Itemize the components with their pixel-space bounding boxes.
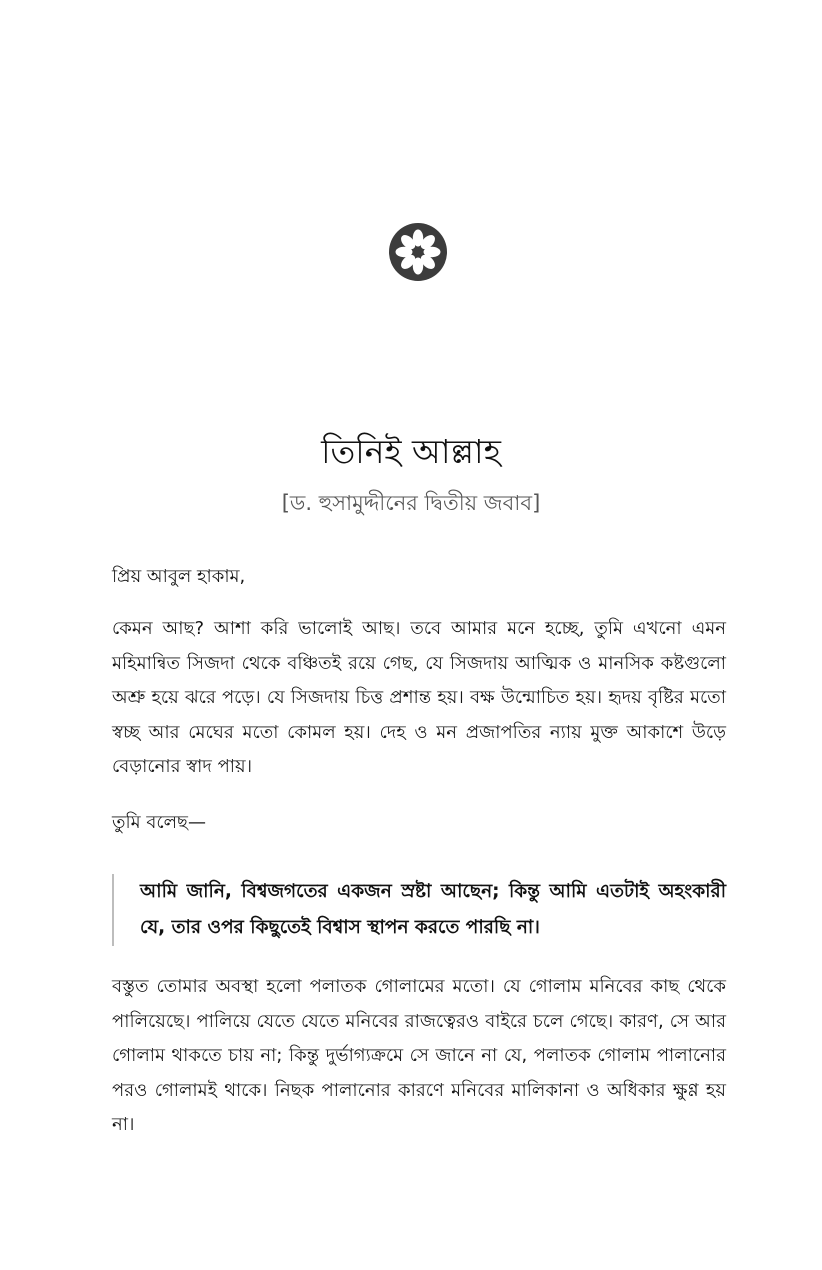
letter-salutation: প্রিয় আবুল হাকাম,: [112, 566, 246, 587]
block-quote: আমি জানি, বিশ্বজগতের একজন স্রষ্টা আছেন; কিন্তু আমি এতটাই অহংকারী যে, তার ওপর কিছুতেই বিশ্বাস স্থাপন করতে পারছি না।: [112, 874, 726, 946]
quote-intro: তুমি বলেছ—: [112, 812, 206, 833]
chapter-subtitle: [ড. হুসামুদ্দীনের দ্বিতীয় জবাব]: [281, 491, 541, 515]
body-paragraph-2: বস্তুত তোমার অবস্থা হলো পলাতক গোলামের মতো। যে গোলাম মনিবের কাছ থেকে পালিয়েছে। পালিয়ে যেতে যেতে মনিবের রাজত্বেরও বাইরে চলে গেছে। কারণ, সে আর গোলাম থাকতে চায় না; কিন্তু দুর্ভাগ্যক্রমে সে জানে না যে, পলাতক গোলাম পালানোর পরও গোলামই থাকে। নিছক পালানোর কারণে মনিবের মালিকানা ও অধিকার ক্ষুণ্ণ হয় না।: [112, 976, 726, 1135]
chapter-title: তিনিই আল্লাহ: [321, 432, 501, 471]
body-paragraph-1: কেমন আছ? আশা করি ভালোই আছ। তবে আমার মনে হচ্ছে, তুমি এখনো এমন মহিমান্বিত সিজদা থেকে বঞ্চিতই রয়ে গেছ, যে সিজদায় আত্মিক ও মানসিক কষ্টগুলো অশ্রু হয়ে ঝরে পড়ে। যে সিজদায় চিত্ত প্রশান্ত হয়। বক্ষ উন্মোচিত হয়। হৃদয় বৃষ্টির মতো স্বচ্ছ আর মেঘের মতো কোমল হয়। দেহ ও মন প্রজাপতির ন্যায় মুক্ত আকাশে উড়ে বেড়ানোর স্বাদ পায়।: [112, 618, 726, 777]
flower-ornament-icon: [388, 222, 448, 282]
